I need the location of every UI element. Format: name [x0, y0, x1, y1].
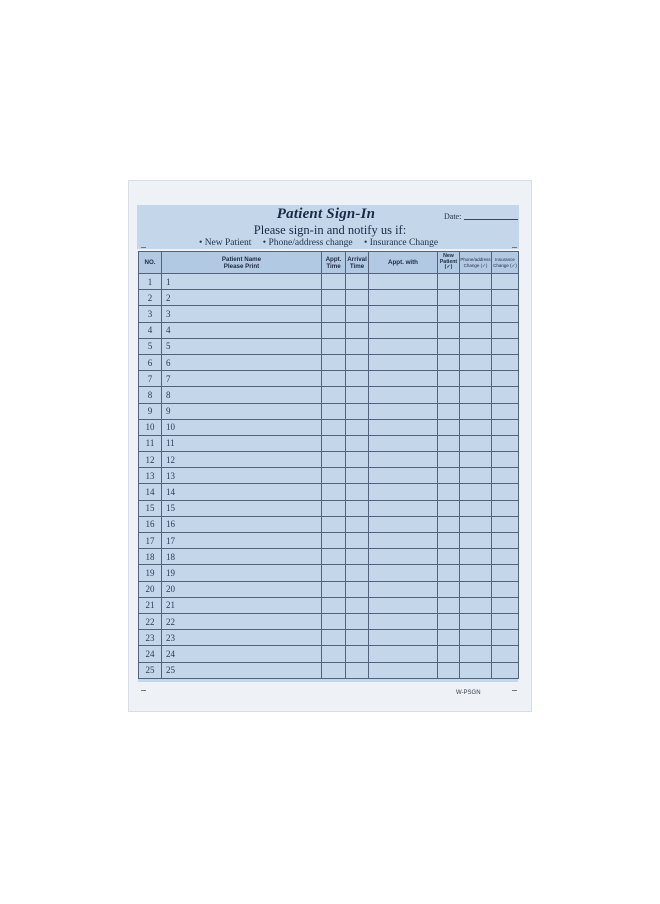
appt-time-cell[interactable] — [322, 452, 346, 468]
new-patient-check-cell[interactable] — [438, 516, 460, 532]
arrival-time-cell[interactable] — [346, 371, 369, 387]
new-patient-check-cell[interactable] — [438, 662, 460, 678]
table-row — [139, 338, 519, 354]
insurance-check-cell[interactable] — [492, 468, 519, 484]
appt-with-cell[interactable] — [369, 274, 438, 290]
appt-with-cell[interactable] — [369, 500, 438, 516]
appt-with-cell[interactable] — [369, 371, 438, 387]
appt-time-cell[interactable] — [322, 549, 346, 565]
phone-address-check-cell[interactable] — [460, 646, 492, 662]
table-row — [139, 533, 519, 549]
appt-with-cell[interactable] — [369, 403, 438, 419]
patient-name-cell[interactable]: 10 — [162, 419, 322, 435]
phone-address-check-cell[interactable] — [460, 403, 492, 419]
row-number: 1 — [139, 274, 162, 290]
new-patient-check-cell[interactable] — [438, 646, 460, 662]
row-number: 14 — [139, 484, 162, 500]
appt-with-cell[interactable] — [369, 516, 438, 532]
phone-address-check-cell[interactable] — [460, 452, 492, 468]
appt-time-cell[interactable] — [322, 419, 346, 435]
patient-name-cell[interactable]: 1 — [162, 274, 322, 290]
new-patient-check-cell[interactable] — [438, 533, 460, 549]
corner-mark — [512, 247, 517, 248]
row-number: 6 — [139, 354, 162, 370]
row-number: 22 — [139, 613, 162, 629]
insurance-check-cell[interactable] — [492, 581, 519, 597]
header-insurance-change: Insurance Change (✓) — [492, 252, 519, 274]
row-number: 3 — [139, 306, 162, 322]
insurance-check-cell[interactable] — [492, 549, 519, 565]
arrival-time-cell[interactable] — [346, 403, 369, 419]
appt-time-cell[interactable] — [322, 500, 346, 516]
phone-address-check-cell[interactable] — [460, 597, 492, 613]
patient-name-cell[interactable]: 4 — [162, 322, 322, 338]
row-number: 4 — [139, 322, 162, 338]
appt-with-cell[interactable] — [369, 484, 438, 500]
patient-name-cell[interactable]: 18 — [162, 549, 322, 565]
patient-name-cell[interactable]: 25 — [162, 662, 322, 678]
corner-mark — [141, 690, 146, 691]
appt-time-cell[interactable] — [322, 306, 346, 322]
table-row — [139, 565, 519, 581]
new-patient-check-cell[interactable] — [438, 484, 460, 500]
phone-address-check-cell[interactable] — [460, 500, 492, 516]
new-patient-check-cell[interactable] — [438, 403, 460, 419]
arrival-time-cell[interactable] — [346, 597, 369, 613]
table-row — [139, 435, 519, 451]
insurance-check-cell[interactable] — [492, 565, 519, 581]
insurance-check-cell[interactable] — [492, 500, 519, 516]
appt-time-cell[interactable] — [322, 581, 346, 597]
table-row — [139, 630, 519, 646]
appt-with-cell[interactable] — [369, 468, 438, 484]
new-patient-check-cell[interactable] — [438, 274, 460, 290]
insurance-check-cell[interactable] — [492, 387, 519, 403]
patient-name-cell[interactable]: 16 — [162, 516, 322, 532]
table-row — [139, 484, 519, 500]
arrival-time-cell[interactable] — [346, 484, 369, 500]
row-number: 12 — [139, 452, 162, 468]
new-patient-check-cell[interactable] — [438, 371, 460, 387]
table-row — [139, 290, 519, 306]
patient-name-cell[interactable]: 12 — [162, 452, 322, 468]
appt-time-cell[interactable] — [322, 533, 346, 549]
appt-time-cell[interactable] — [322, 322, 346, 338]
appt-with-cell[interactable] — [369, 290, 438, 306]
new-patient-check-cell[interactable] — [438, 630, 460, 646]
bullet-new-patient: • New Patient — [199, 238, 252, 248]
patient-name-cell[interactable]: 2 — [162, 290, 322, 306]
appt-with-cell[interactable] — [369, 322, 438, 338]
appt-with-cell[interactable] — [369, 630, 438, 646]
appt-time-cell[interactable] — [322, 565, 346, 581]
new-patient-check-cell[interactable] — [438, 581, 460, 597]
appt-with-cell[interactable] — [369, 419, 438, 435]
insurance-check-cell[interactable] — [492, 419, 519, 435]
phone-address-check-cell[interactable] — [460, 322, 492, 338]
patient-name-cell[interactable]: 7 — [162, 371, 322, 387]
bullet-phone-change: • Phone/address change — [262, 238, 353, 248]
arrival-time-cell[interactable] — [346, 306, 369, 322]
table-row — [139, 419, 519, 435]
row-number: 11 — [139, 435, 162, 451]
insurance-check-cell[interactable] — [492, 371, 519, 387]
arrival-time-cell[interactable] — [346, 435, 369, 451]
appt-with-cell[interactable] — [369, 306, 438, 322]
date-label: Date: — [444, 212, 462, 221]
table-row — [139, 646, 519, 662]
patient-name-cell[interactable]: 5 — [162, 338, 322, 354]
arrival-time-cell[interactable] — [346, 290, 369, 306]
new-patient-check-cell[interactable] — [438, 306, 460, 322]
row-number: 15 — [139, 500, 162, 516]
appt-with-cell[interactable] — [369, 581, 438, 597]
appt-with-cell[interactable] — [369, 565, 438, 581]
appt-with-cell[interactable] — [369, 338, 438, 354]
new-patient-check-cell[interactable] — [438, 354, 460, 370]
arrival-time-cell[interactable] — [346, 630, 369, 646]
table-header-row — [139, 252, 519, 274]
phone-address-check-cell[interactable] — [460, 338, 492, 354]
insurance-check-cell[interactable] — [492, 322, 519, 338]
new-patient-check-cell[interactable] — [438, 387, 460, 403]
insurance-check-cell[interactable] — [492, 613, 519, 629]
appt-time-cell[interactable] — [322, 338, 346, 354]
arrival-time-cell[interactable] — [346, 322, 369, 338]
patient-name-cell[interactable]: 22 — [162, 613, 322, 629]
appt-time-cell[interactable] — [322, 516, 346, 532]
appt-time-cell[interactable] — [322, 597, 346, 613]
phone-address-check-cell[interactable] — [460, 306, 492, 322]
row-number: 13 — [139, 468, 162, 484]
arrival-time-cell[interactable] — [346, 549, 369, 565]
new-patient-check-cell[interactable] — [438, 549, 460, 565]
appt-time-cell[interactable] — [322, 403, 346, 419]
appt-with-cell[interactable] — [369, 435, 438, 451]
header-no: NO. — [139, 252, 162, 274]
form-title: Patient Sign-In — [276, 206, 376, 222]
arrival-time-cell[interactable] — [346, 452, 369, 468]
appt-with-cell[interactable] — [369, 662, 438, 678]
row-number: 18 — [139, 549, 162, 565]
phone-address-check-cell[interactable] — [460, 549, 492, 565]
appt-with-cell[interactable] — [369, 646, 438, 662]
patient-name-cell[interactable]: 3 — [162, 306, 322, 322]
header-appt-with: Appt. with — [369, 252, 438, 274]
appt-time-cell[interactable] — [322, 435, 346, 451]
insurance-check-cell[interactable] — [492, 403, 519, 419]
patient-name-cell[interactable]: 17 — [162, 533, 322, 549]
header-new-patient: New Patient (✓) — [438, 252, 460, 274]
table-row — [139, 500, 519, 516]
row-number: 7 — [139, 371, 162, 387]
row-number: 20 — [139, 581, 162, 597]
appt-time-cell[interactable] — [322, 354, 346, 370]
arrival-time-cell[interactable] — [346, 468, 369, 484]
arrival-time-cell[interactable] — [346, 338, 369, 354]
appt-with-cell[interactable] — [369, 533, 438, 549]
new-patient-check-cell[interactable] — [438, 565, 460, 581]
arrival-time-cell[interactable] — [346, 354, 369, 370]
appt-time-cell[interactable] — [322, 274, 346, 290]
patient-name-cell[interactable]: 20 — [162, 581, 322, 597]
new-patient-check-cell[interactable] — [438, 290, 460, 306]
arrival-time-cell[interactable] — [346, 533, 369, 549]
appt-time-cell[interactable] — [322, 484, 346, 500]
arrival-time-cell[interactable] — [346, 387, 369, 403]
patient-name-cell[interactable]: 21 — [162, 597, 322, 613]
appt-time-cell[interactable] — [322, 613, 346, 629]
phone-address-check-cell[interactable] — [460, 290, 492, 306]
table-row — [139, 516, 519, 532]
sign-in-table-container — [138, 251, 518, 682]
patient-name-cell[interactable]: 24 — [162, 646, 322, 662]
patient-name-cell[interactable]: 6 — [162, 354, 322, 370]
appt-with-cell[interactable] — [369, 549, 438, 565]
appt-with-cell[interactable] — [369, 387, 438, 403]
header-phone-address-change: Phone/address Change (✓) — [460, 252, 492, 274]
corner-mark — [512, 690, 517, 691]
patient-name-cell[interactable]: 8 — [162, 387, 322, 403]
row-number: 19 — [139, 565, 162, 581]
row-number: 9 — [139, 403, 162, 419]
appt-time-cell[interactable] — [322, 371, 346, 387]
table-row — [139, 662, 519, 678]
insurance-check-cell[interactable] — [492, 290, 519, 306]
row-number: 8 — [139, 387, 162, 403]
insurance-check-cell[interactable] — [492, 338, 519, 354]
table-row — [139, 387, 519, 403]
insurance-check-cell[interactable] — [492, 646, 519, 662]
row-number: 17 — [139, 533, 162, 549]
row-number: 25 — [139, 662, 162, 678]
phone-address-check-cell[interactable] — [460, 581, 492, 597]
new-patient-check-cell[interactable] — [438, 597, 460, 613]
table-row — [139, 549, 519, 565]
insurance-check-cell[interactable] — [492, 630, 519, 646]
insurance-check-cell[interactable] — [492, 435, 519, 451]
table-row — [139, 581, 519, 597]
insurance-check-cell[interactable] — [492, 533, 519, 549]
insurance-check-cell[interactable] — [492, 274, 519, 290]
appt-time-cell[interactable] — [322, 468, 346, 484]
insurance-check-cell[interactable] — [492, 484, 519, 500]
bullet-insurance-change: • Insurance Change — [364, 238, 439, 248]
arrival-time-cell[interactable] — [346, 646, 369, 662]
new-patient-check-cell[interactable] — [438, 435, 460, 451]
phone-address-check-cell[interactable] — [460, 387, 492, 403]
form-subtitle: Please sign-in and notify us if: — [253, 223, 407, 237]
row-number: 21 — [139, 597, 162, 613]
patient-name-cell[interactable]: 15 — [162, 500, 322, 516]
sign-in-table — [138, 251, 519, 679]
insurance-check-cell[interactable] — [492, 516, 519, 532]
phone-address-check-cell[interactable] — [460, 533, 492, 549]
row-number: 10 — [139, 419, 162, 435]
arrival-time-cell[interactable] — [346, 516, 369, 532]
insurance-check-cell[interactable] — [492, 306, 519, 322]
patient-name-cell[interactable]: 14 — [162, 484, 322, 500]
table-row — [139, 354, 519, 370]
table-row — [139, 274, 519, 290]
table-row — [139, 322, 519, 338]
insurance-check-cell[interactable] — [492, 597, 519, 613]
row-number: 23 — [139, 630, 162, 646]
arrival-time-cell[interactable] — [346, 613, 369, 629]
patient-name-cell[interactable]: 19 — [162, 565, 322, 581]
appt-with-cell[interactable] — [369, 613, 438, 629]
insurance-check-cell[interactable] — [492, 354, 519, 370]
table-row — [139, 306, 519, 322]
appt-time-cell[interactable] — [322, 387, 346, 403]
new-patient-check-cell[interactable] — [438, 338, 460, 354]
phone-address-check-cell[interactable] — [460, 630, 492, 646]
form-code: W-PSGN — [456, 690, 481, 696]
date-field[interactable] — [464, 219, 518, 220]
appt-time-cell[interactable] — [322, 630, 346, 646]
table-row — [139, 403, 519, 419]
arrival-time-cell[interactable] — [346, 419, 369, 435]
new-patient-check-cell[interactable] — [438, 500, 460, 516]
new-patient-check-cell[interactable] — [438, 322, 460, 338]
arrival-time-cell[interactable] — [346, 565, 369, 581]
patient-name-cell[interactable]: 13 — [162, 468, 322, 484]
table-row — [139, 613, 519, 629]
appt-time-cell[interactable] — [322, 290, 346, 306]
header-arrival-time: Arrival Time — [346, 252, 369, 274]
patient-name-cell[interactable]: 23 — [162, 630, 322, 646]
phone-address-check-cell[interactable] — [460, 484, 492, 500]
insurance-check-cell[interactable] — [492, 662, 519, 678]
phone-address-check-cell[interactable] — [460, 435, 492, 451]
new-patient-check-cell[interactable] — [438, 452, 460, 468]
new-patient-check-cell[interactable] — [438, 468, 460, 484]
new-patient-check-cell[interactable] — [438, 613, 460, 629]
appt-with-cell[interactable] — [369, 597, 438, 613]
phone-address-check-cell[interactable] — [460, 565, 492, 581]
phone-address-check-cell[interactable] — [460, 662, 492, 678]
appt-time-cell[interactable] — [322, 646, 346, 662]
arrival-time-cell[interactable] — [346, 500, 369, 516]
insurance-check-cell[interactable] — [492, 452, 519, 468]
phone-address-check-cell[interactable] — [460, 354, 492, 370]
row-number: 16 — [139, 516, 162, 532]
header-appt-time: Appt. Time — [322, 252, 346, 274]
appt-with-cell[interactable] — [369, 452, 438, 468]
arrival-time-cell[interactable] — [346, 274, 369, 290]
header-patient-name: Patient Name Please Print — [162, 252, 322, 274]
phone-address-check-cell[interactable] — [460, 516, 492, 532]
new-patient-check-cell[interactable] — [438, 419, 460, 435]
table-row — [139, 452, 519, 468]
row-number: 5 — [139, 338, 162, 354]
phone-address-check-cell[interactable] — [460, 274, 492, 290]
table-row — [139, 371, 519, 387]
table-row — [139, 468, 519, 484]
row-number: 24 — [139, 646, 162, 662]
phone-address-check-cell[interactable] — [460, 371, 492, 387]
patient-name-cell[interactable]: 9 — [162, 403, 322, 419]
patient-name-cell[interactable]: 11 — [162, 435, 322, 451]
notify-bullets — [199, 238, 447, 248]
arrival-time-cell[interactable] — [346, 581, 369, 597]
corner-mark — [141, 247, 146, 248]
phone-address-check-cell[interactable] — [460, 468, 492, 484]
arrival-time-cell[interactable] — [346, 662, 369, 678]
row-number: 2 — [139, 290, 162, 306]
phone-address-check-cell[interactable] — [460, 613, 492, 629]
appt-with-cell[interactable] — [369, 354, 438, 370]
phone-address-check-cell[interactable] — [460, 419, 492, 435]
table-row — [139, 597, 519, 613]
appt-time-cell[interactable] — [322, 662, 346, 678]
